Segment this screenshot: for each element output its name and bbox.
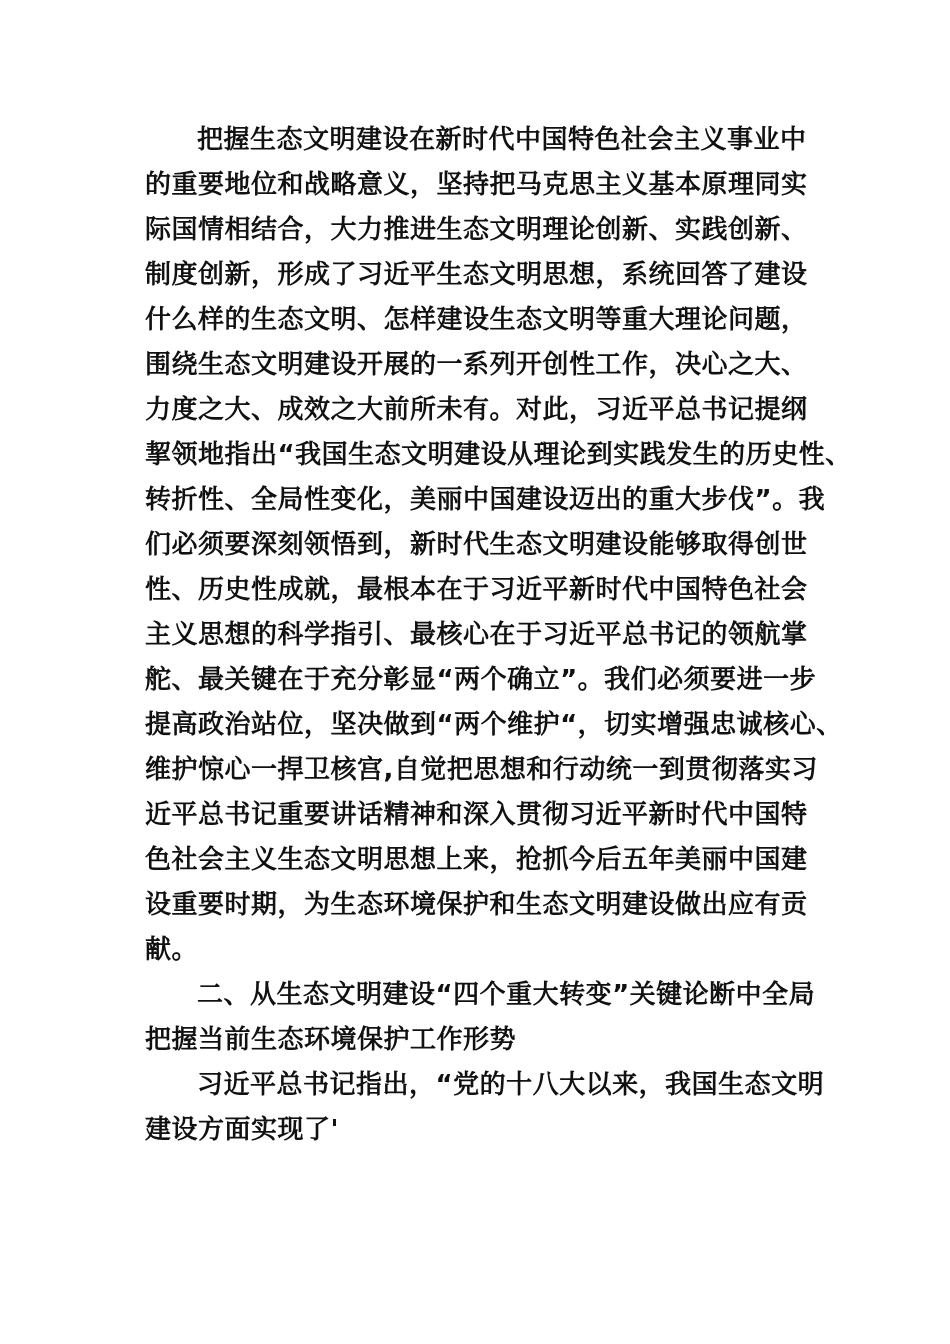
text-line: 习近平总书记指出，“党的十八大以来，我国生态文明 xyxy=(197,1070,825,1100)
text-line: 近平总书记重要讲话精神和深入贯彻习近平新时代中国特 xyxy=(145,800,808,830)
heading-line: 二、从生态文明建设“四个重大转变”关键论断中全局 xyxy=(197,980,816,1010)
text-line: 力度之大、成效之大前所未有。对此，习近平总书记提纲 xyxy=(145,395,808,425)
text-line: 建设方面实现了' xyxy=(145,1115,339,1145)
text-line: 把握生态文明建设在新时代中国特色社会主义事业中 xyxy=(197,125,807,155)
paragraph-ecological-civilization xyxy=(145,118,852,973)
text-line: 舵、最关键在于充分彰显“两个确立”。我们必须要进一步 xyxy=(145,665,817,695)
text-line: 的重要地位和战略意义，坚持把马克思主义基本原理同实 xyxy=(145,170,808,200)
text-line: 际国情相结合，大力推进生态文明理论创新、实践创新、 xyxy=(145,215,808,245)
text-line: 什么样的生态文明、怎样建设生态文明等重大理论问题， xyxy=(145,305,808,335)
text-line: 围绕生态文明建设开展的一系列开创性工作，决心之大、 xyxy=(145,350,808,380)
text-line: 挈领地指出“我国生态文明建设从理论到实践发生的历史性、 xyxy=(145,440,852,470)
text-line: 制度创新，形成了习近平生态文明思想，系统回答了建设 xyxy=(145,260,808,290)
text-line: 性、历史性成就，最根本在于习近平新时代中国特色社会 xyxy=(145,575,808,605)
section-heading-two xyxy=(145,973,825,1063)
text-line: 转折性、全局性变化，美丽中国建设迈出的重大步伐”。我 xyxy=(145,485,826,515)
heading-line: 把握当前生态环境保护工作形势 xyxy=(145,1025,517,1055)
document-body xyxy=(145,118,852,1153)
text-line: 提高政治站位，坚决做到“两个维护“，切实增强忠诚核心、 xyxy=(145,710,843,740)
text-line: 主义思想的科学指引、最核心在于习近平总书记的领航掌 xyxy=(145,620,808,650)
text-line: 们必须要深刻领悟到，新时代生态文明建设能够取得创世 xyxy=(145,530,808,560)
text-line: 色社会主义生态文明思想上来，抢抓今后五年美丽中国建 xyxy=(145,845,808,875)
text-line: 献。 xyxy=(145,935,199,965)
text-line: 维护惊心一捍卫核宫,自觉把思想和行动统一到贯彻落实习 xyxy=(145,755,818,785)
paragraph-quote-intro xyxy=(145,1063,825,1153)
text-line: 设重要时期，为生态环境保护和生态文明建设做出应有贡 xyxy=(145,890,808,920)
